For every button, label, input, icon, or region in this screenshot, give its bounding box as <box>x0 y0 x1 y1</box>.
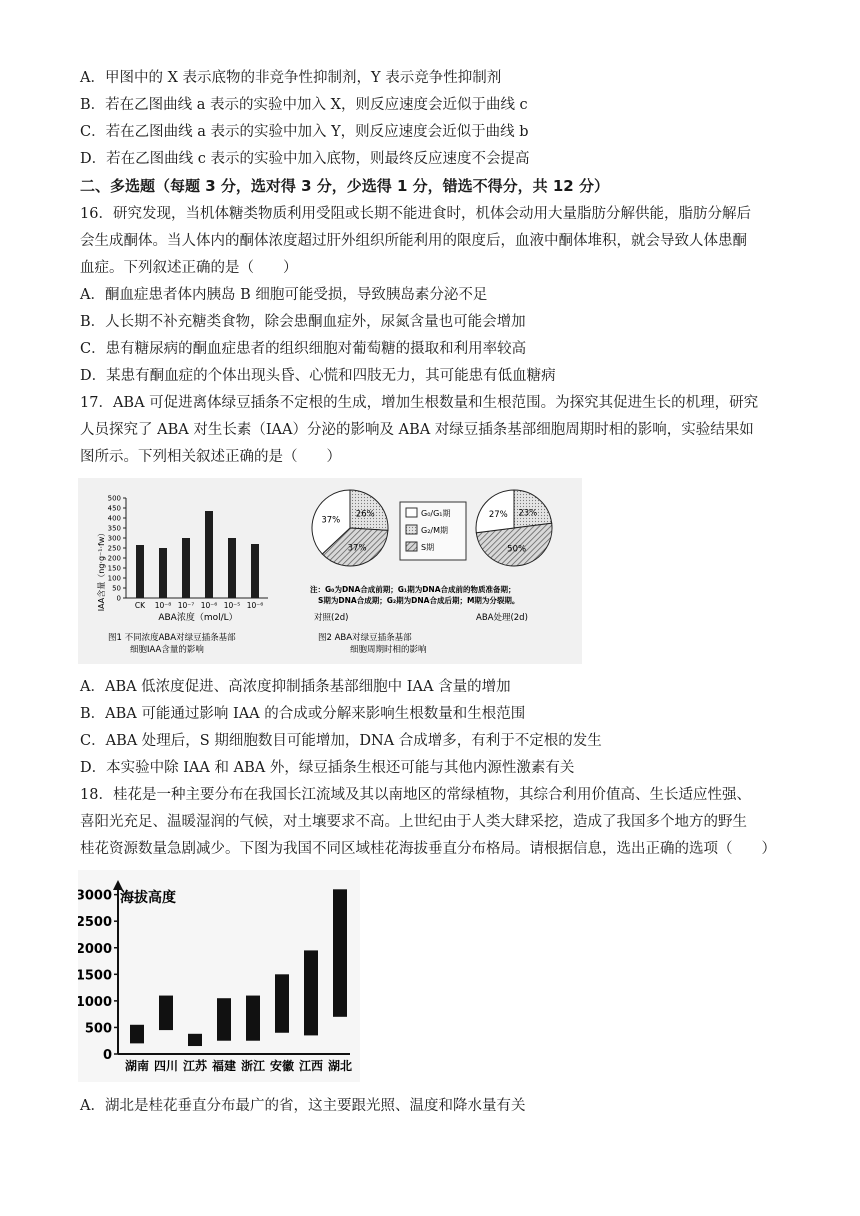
fig1-bar <box>205 511 213 598</box>
fig1-caption-1: 图1 不同浓度ABA对绿豆插条基部 <box>108 633 236 643</box>
fig3-category-label: 江苏 <box>182 1059 208 1073</box>
iaa-bar-chart <box>96 495 268 656</box>
section-heading: 二、多选题（每题 3 分，选对得 3 分，少选得 1 分，错选不得分，共 12 分） <box>80 177 609 195</box>
fig1-category-label: 10⁻⁷ <box>177 601 195 610</box>
fig2-note-1: 注：G₀为DNA合成前期；G₁期为DNA合成前的物质准备期； <box>310 585 516 594</box>
pie-slice-label: 23% <box>518 508 538 519</box>
fig3-ytick-label: 3000 <box>78 888 112 904</box>
fig3-title: 海拔高度 <box>120 890 176 906</box>
q18-stem-2: 喜阳光充足、温暖湿润的气候，对土壤要求不高。上世纪由于人类大肆采挖，造成了我国多个地方的野生 <box>80 814 747 830</box>
q18-figure <box>78 870 360 1082</box>
fig3-ytick-label: 2500 <box>78 915 112 931</box>
q17-stem-3: 图所示。下列相关叙述正确的是（ ） <box>80 449 341 465</box>
fig3-ytick-label: 0 <box>102 1048 112 1063</box>
pie-slice-label: 37% <box>321 515 341 526</box>
q17-figure-svg <box>78 478 582 664</box>
q17-stem-2: 人员探究了 ABA 对生长素（IAA）分泌的影响及 ABA 对绿豆插条基部细胞周期时相的影响，实验结果如 <box>80 422 754 438</box>
q17-figure <box>78 478 582 664</box>
fig1-category-label: 10⁻⁸ <box>154 601 172 610</box>
fig3-range-bar <box>188 1034 202 1046</box>
q16-option-d: D．某患有酮血症的个体出现头昏、心慌和四肢无力，其可能患有低血糖病 <box>80 368 556 384</box>
q16-option-c: C．患有糖尿病的酮血症患者的组织细胞对葡萄糖的摄取和利用率较高 <box>80 341 527 357</box>
pie-control <box>312 490 388 566</box>
fig1-ytick-label: 200 <box>107 554 121 563</box>
option-a-q15: A．甲图中的 X 表示底物的非竞争性抑制剂，Y 表示竞争性抑制剂 <box>80 70 502 86</box>
option-b-q15: B．若在乙图曲线 a 表示的实验中加入 X，则反应速度会近似于曲线 c <box>80 97 528 113</box>
fig1-xlabel: ABA浓度（mol/L） <box>158 613 238 623</box>
q17-stem-1: 17．ABA 可促进离体绿豆插条不定根的生成，增加生根数量和生根范围。为探究其促进生长的机理，研究 <box>80 395 759 411</box>
fig1-ytick-label: 0 <box>116 594 121 603</box>
legend-s: S期 <box>421 543 435 552</box>
fig1-ytick-label: 500 <box>107 494 121 503</box>
fig3-ytick-label: 500 <box>84 1021 112 1037</box>
fig3-category-label: 湖南 <box>124 1059 150 1073</box>
legend-g0: G₀/G₁期 <box>421 509 451 518</box>
q16-stem-1: 16．研究发现，当机体糖类物质利用受阻或长期不能进食时，机体会动用大量脂肪分解供能，脂肪分解后 <box>80 206 751 222</box>
fig1-category-label: CK <box>134 601 146 610</box>
fig1-caption-2: 细胞IAA含量的影响 <box>130 645 204 655</box>
legend-swatch-g0 <box>406 508 417 517</box>
q16-option-a: A．酮血症患者体内胰岛 B 细胞可能受损，导致胰岛素分泌不足 <box>80 287 488 303</box>
option-c-q15: C．若在乙图曲线 a 表示的实验中加入 Y，则反应速度会近似于曲线 b <box>80 124 529 140</box>
pie-slice-label: 37% <box>347 543 367 554</box>
fig1-ytick-label: 50 <box>112 584 121 593</box>
fig1-ytick-label: 300 <box>107 534 121 543</box>
fig3-y-arrow <box>113 880 123 890</box>
fig3-category-label: 福建 <box>211 1059 237 1073</box>
q16-stem-3: 血症。下列叙述正确的是（ ） <box>80 260 298 276</box>
fig1-bar <box>136 545 144 598</box>
pie-aba-label: ABA处理(2d) <box>476 613 528 623</box>
pie-aba <box>476 490 552 566</box>
fig3-category-label: 四川 <box>153 1059 179 1073</box>
fig3-ytick-label: 1000 <box>78 994 112 1010</box>
fig3-ytick-label: 1500 <box>78 968 112 984</box>
fig1-category-label: 10⁻⁵ <box>223 601 241 610</box>
pie-control-label: 对照(2d) <box>314 613 349 623</box>
fig3-category-label: 江西 <box>298 1059 324 1073</box>
fig1-ytick-label: 350 <box>107 524 121 533</box>
option-d-q15: D．若在乙图曲线 c 表示的实验中加入底物，则最终反应速度不会提高 <box>80 151 530 167</box>
fig1-ytick-label: 250 <box>107 544 121 553</box>
q18-stem-3: 桂花资源数量急剧减少。下图为我国不同区域桂花海拔垂直分布格局。请根据信息，选出正确的选项（ ） <box>80 841 776 857</box>
q18-stem-1: 18．桂花是一种主要分布在我国长江流域及其以南地区的常绿植物，其综合利用价值高、生长适应性强、 <box>80 787 751 803</box>
pie-slice-label: 27% <box>488 510 508 521</box>
fig3-category-label: 安徽 <box>269 1059 295 1073</box>
fig1-bar <box>159 548 167 598</box>
fig1-ytick-label: 100 <box>107 574 121 583</box>
q17-option-c: C．ABA 处理后，S 期细胞数目可能增加，DNA 合成增多，有利于不定根的发生 <box>80 733 602 749</box>
fig1-bar <box>182 538 190 598</box>
fig2-caption-2: 细胞周期时相的影响 <box>350 645 427 655</box>
fig1-category-label: 10⁻⁶ <box>200 601 218 610</box>
q16-option-b: B．人长期不补充糖类食物，除会患酮血症外，尿氮含量也可能会增加 <box>80 314 526 330</box>
pie-slice-label: 26% <box>355 509 375 520</box>
fig3-range-bar <box>304 950 318 1035</box>
fig3-ytick-label: 2000 <box>78 941 112 957</box>
legend-g2: G₂/M期 <box>421 526 449 535</box>
fig1-bar <box>228 538 236 598</box>
q18-figure-svg <box>78 870 360 1082</box>
pie-slice-label: 50% <box>507 544 527 555</box>
cell-cycle-pies <box>310 490 552 655</box>
fig3-category-label: 浙江 <box>240 1059 266 1073</box>
fig1-ylabel: IAA含量（ng·g⁻¹·fw） <box>97 528 106 612</box>
fig3-range-bar <box>246 996 260 1041</box>
fig1-ytick-label: 400 <box>107 514 121 523</box>
fig3-range-bar <box>333 889 347 1017</box>
q17-option-d: D．本实验中除 IAA 和 ABA 外，绿豆插条生根还可能与其他内源性激素有关 <box>80 760 575 776</box>
q18-option-a: A．湖北是桂花垂直分布最广的省，这主要跟光照、温度和降水量有关 <box>80 1098 526 1114</box>
fig1-bar <box>251 544 259 598</box>
legend-swatch-s <box>406 542 417 551</box>
fig1-ytick-label: 450 <box>107 504 121 513</box>
fig1-category-label: 10⁻⁶ <box>246 601 264 610</box>
legend-swatch-g2 <box>406 525 417 534</box>
fig2-note-2: S期为DNA合成期；G₂期为DNA合成后期；M期为分裂期。 <box>318 596 520 605</box>
fig2-caption-1: 图2 ABA对绿豆插条基部 <box>318 633 412 643</box>
q17-option-a: A．ABA 低浓度促进、高浓度抑制插条基部细胞中 IAA 含量的增加 <box>80 679 511 695</box>
fig1-ytick-label: 150 <box>107 564 121 573</box>
q17-option-b: B．ABA 可能通过影响 IAA 的合成或分解来影响生根数量和生根范围 <box>80 706 526 722</box>
fig3-range-bar <box>275 974 289 1032</box>
fig3-range-bar <box>159 996 173 1031</box>
fig3-range-bar <box>130 1025 144 1044</box>
fig3-range-bar <box>217 998 231 1041</box>
fig3-category-label: 湖北 <box>327 1059 353 1073</box>
q16-stem-2: 会生成酮体。当人体内的酮体浓度超过肝外组织所能利用的限度后，血液中酮体堆积，就会导致人体患酮 <box>80 233 747 249</box>
